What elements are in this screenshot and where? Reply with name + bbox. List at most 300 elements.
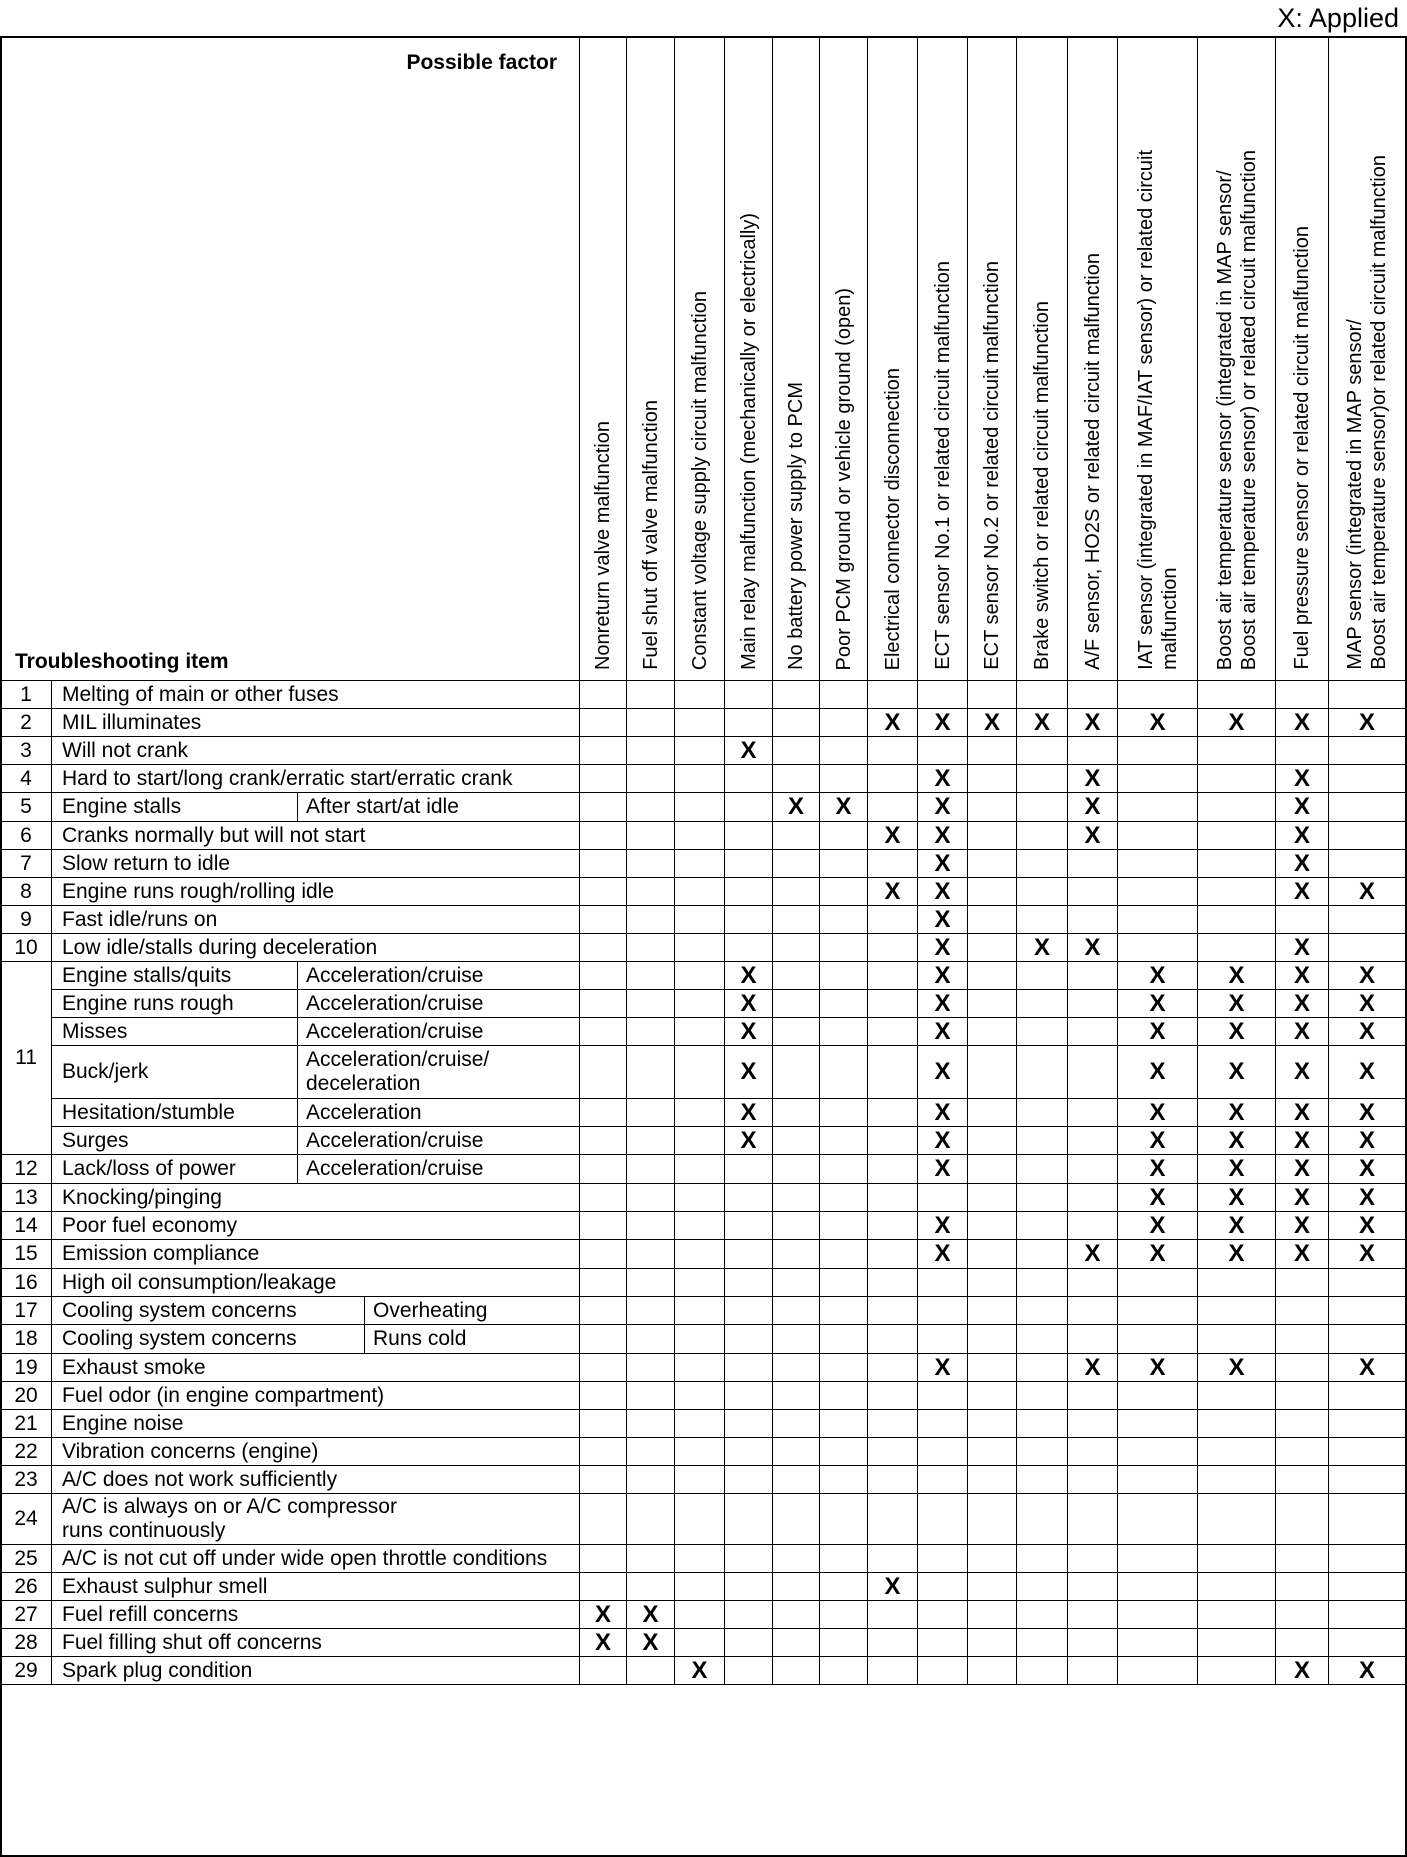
troubleshooting-item: Exhaust smoke bbox=[52, 1354, 580, 1382]
empty-cell bbox=[580, 1438, 627, 1466]
empty-cell bbox=[918, 1410, 968, 1438]
empty-cell bbox=[1017, 1297, 1068, 1325]
empty-cell bbox=[968, 1099, 1017, 1127]
applied-mark: X bbox=[1118, 962, 1198, 990]
empty-cell bbox=[820, 1155, 868, 1184]
applied-mark: X bbox=[868, 709, 918, 737]
applied-mark: X bbox=[918, 1240, 968, 1269]
empty-cell bbox=[725, 1354, 773, 1382]
table-row bbox=[1, 1657, 1406, 1685]
applied-mark: X bbox=[1276, 1657, 1329, 1685]
troubleshooting-item: A/C is not cut off under wide open throttle conditions bbox=[52, 1545, 580, 1573]
empty-cell bbox=[725, 878, 773, 906]
applied-mark: X bbox=[1329, 1155, 1406, 1184]
empty-cell bbox=[627, 1297, 675, 1325]
empty-cell bbox=[1329, 1573, 1406, 1601]
empty-cell bbox=[868, 1127, 918, 1155]
empty-cell bbox=[968, 1269, 1017, 1297]
item-condition: Acceleration bbox=[298, 1099, 580, 1127]
empty-cell bbox=[1017, 1127, 1068, 1155]
empty-cell bbox=[1276, 1629, 1329, 1657]
empty-cell bbox=[1198, 906, 1276, 934]
table-row bbox=[1, 737, 1406, 765]
empty-cell bbox=[627, 1269, 675, 1297]
factor-column-header bbox=[1329, 37, 1406, 681]
factor-column-label: A/F sensor, HO2S or related circuit malfunction bbox=[1081, 253, 1104, 670]
empty-cell bbox=[1017, 1155, 1068, 1184]
empty-cell bbox=[1329, 1466, 1406, 1494]
empty-cell bbox=[820, 1184, 868, 1212]
empty-cell bbox=[918, 1382, 968, 1410]
empty-cell bbox=[1068, 1269, 1118, 1297]
empty-cell bbox=[773, 1466, 820, 1494]
header-corner bbox=[1, 37, 580, 681]
row-number: 16 bbox=[1, 1269, 52, 1297]
row-number: 15 bbox=[1, 1240, 52, 1269]
empty-cell bbox=[580, 1354, 627, 1382]
empty-cell bbox=[1017, 1494, 1068, 1545]
item-condition: Acceleration/cruise bbox=[298, 1127, 580, 1155]
troubleshooting-item: High oil consumption/leakage bbox=[52, 1269, 580, 1297]
empty-cell bbox=[968, 737, 1017, 765]
applied-mark: X bbox=[1198, 1184, 1276, 1212]
row-number: 7 bbox=[1, 850, 52, 878]
empty-cell bbox=[773, 1325, 820, 1354]
empty-cell bbox=[773, 1127, 820, 1155]
empty-cell bbox=[773, 737, 820, 765]
empty-cell bbox=[675, 1629, 725, 1657]
applied-mark: X bbox=[1068, 793, 1118, 822]
empty-cell bbox=[725, 1629, 773, 1657]
empty-cell bbox=[1068, 1155, 1118, 1184]
troubleshooting-item: Will not crank bbox=[52, 737, 580, 765]
empty-cell bbox=[725, 681, 773, 709]
empty-cell bbox=[1329, 681, 1406, 709]
empty-cell bbox=[1198, 1297, 1276, 1325]
empty-cell bbox=[1118, 1269, 1198, 1297]
row-number: 26 bbox=[1, 1573, 52, 1601]
troubleshooting-item-label: Troubleshooting item bbox=[15, 650, 229, 673]
empty-cell bbox=[968, 1494, 1017, 1545]
empty-cell bbox=[820, 1297, 868, 1325]
table-row bbox=[1, 1099, 1406, 1127]
empty-cell bbox=[773, 1629, 820, 1657]
empty-cell bbox=[820, 934, 868, 962]
empty-cell bbox=[627, 1184, 675, 1212]
empty-cell bbox=[1276, 1545, 1329, 1573]
empty-cell bbox=[868, 990, 918, 1018]
empty-cell bbox=[820, 1046, 868, 1099]
empty-cell bbox=[968, 1184, 1017, 1212]
empty-cell bbox=[773, 765, 820, 793]
applied-mark: X bbox=[918, 765, 968, 793]
empty-cell bbox=[1329, 850, 1406, 878]
empty-cell bbox=[773, 709, 820, 737]
applied-mark: X bbox=[1276, 990, 1329, 1018]
applied-mark: X bbox=[725, 1046, 773, 1099]
empty-cell bbox=[675, 1099, 725, 1127]
empty-cell bbox=[1118, 1657, 1198, 1685]
applied-mark: X bbox=[1118, 1155, 1198, 1184]
applied-mark: X bbox=[1017, 934, 1068, 962]
empty-cell bbox=[868, 681, 918, 709]
empty-cell bbox=[820, 906, 868, 934]
empty-cell bbox=[773, 822, 820, 850]
empty-cell bbox=[725, 1410, 773, 1438]
empty-cell bbox=[1017, 1629, 1068, 1657]
factor-column-label: No battery power supply to PCM bbox=[785, 382, 807, 670]
row-number: 2 bbox=[1, 709, 52, 737]
empty-cell bbox=[627, 1438, 675, 1466]
empty-cell bbox=[1118, 1545, 1198, 1573]
empty-cell bbox=[1068, 1297, 1118, 1325]
empty-cell bbox=[820, 1212, 868, 1240]
factor-column-label: MAP sensor (integrated in MAP sensor/ Boost air temperature sensor)or related circuit malfunction bbox=[1344, 155, 1390, 670]
applied-mark: X bbox=[1198, 1155, 1276, 1184]
table-row bbox=[1, 906, 1406, 934]
applied-mark: X bbox=[1198, 1240, 1276, 1269]
troubleshooting-item: Vibration concerns (engine) bbox=[52, 1438, 580, 1466]
empty-cell bbox=[1118, 1573, 1198, 1601]
empty-cell bbox=[1276, 1325, 1329, 1354]
applied-mark: X bbox=[1198, 1099, 1276, 1127]
empty-cell bbox=[580, 1410, 627, 1438]
empty-cell bbox=[1198, 1438, 1276, 1466]
empty-cell bbox=[1198, 765, 1276, 793]
legend: X: Applied bbox=[1277, 3, 1399, 33]
empty-cell bbox=[1276, 1410, 1329, 1438]
empty-cell bbox=[1068, 1410, 1118, 1438]
empty-cell bbox=[1118, 906, 1198, 934]
empty-cell bbox=[580, 1382, 627, 1410]
empty-cell bbox=[725, 1494, 773, 1545]
empty-cell bbox=[820, 962, 868, 990]
troubleshooting-item: Engine noise bbox=[52, 1410, 580, 1438]
empty-cell bbox=[820, 1466, 868, 1494]
table-row bbox=[1, 1573, 1406, 1601]
empty-cell bbox=[968, 1545, 1017, 1573]
empty-cell bbox=[1118, 878, 1198, 906]
empty-cell bbox=[773, 1354, 820, 1382]
applied-mark: X bbox=[725, 1127, 773, 1155]
empty-cell bbox=[820, 822, 868, 850]
applied-mark: X bbox=[1198, 962, 1276, 990]
empty-cell bbox=[968, 1573, 1017, 1601]
empty-cell bbox=[918, 1297, 968, 1325]
troubleshooting-item: Spark plug condition bbox=[52, 1657, 580, 1685]
factor-column-header bbox=[1118, 37, 1198, 681]
troubleshooting-item: Hard to start/long crank/erratic start/erratic crank bbox=[52, 765, 580, 793]
empty-cell bbox=[725, 1269, 773, 1297]
troubleshooting-item: A/C does not work sufficiently bbox=[52, 1466, 580, 1494]
table-row bbox=[1, 765, 1406, 793]
troubleshooting-item: Fuel odor (in engine compartment) bbox=[52, 1382, 580, 1410]
empty-cell bbox=[627, 1325, 675, 1354]
empty-cell bbox=[868, 1212, 918, 1240]
empty-cell bbox=[820, 765, 868, 793]
applied-mark: X bbox=[1118, 1212, 1198, 1240]
empty-cell bbox=[968, 878, 1017, 906]
empty-cell bbox=[1068, 1438, 1118, 1466]
empty-cell bbox=[1118, 765, 1198, 793]
empty-cell bbox=[968, 1438, 1017, 1466]
empty-cell bbox=[580, 1018, 627, 1046]
empty-cell bbox=[627, 1018, 675, 1046]
empty-cell bbox=[1118, 793, 1198, 822]
troubleshooting-item: Hesitation/stumble bbox=[52, 1099, 298, 1127]
row-number: 19 bbox=[1, 1354, 52, 1382]
empty-cell bbox=[773, 1382, 820, 1410]
empty-cell bbox=[1017, 765, 1068, 793]
empty-cell bbox=[868, 1099, 918, 1127]
empty-cell bbox=[580, 1127, 627, 1155]
empty-cell bbox=[918, 1494, 968, 1545]
row-number: 10 bbox=[1, 934, 52, 962]
applied-mark: X bbox=[1276, 822, 1329, 850]
applied-mark: X bbox=[918, 850, 968, 878]
empty-cell bbox=[773, 1212, 820, 1240]
empty-cell bbox=[675, 1297, 725, 1325]
empty-cell bbox=[580, 906, 627, 934]
factor-column-header bbox=[968, 37, 1017, 681]
empty-cell bbox=[1118, 934, 1198, 962]
factor-column-label: Fuel shut off valve malfunction bbox=[639, 400, 662, 670]
empty-cell bbox=[773, 1155, 820, 1184]
troubleshooting-item: Cranks normally but will not start bbox=[52, 822, 580, 850]
empty-cell bbox=[1118, 737, 1198, 765]
empty-cell bbox=[968, 1354, 1017, 1382]
applied-mark: X bbox=[580, 1629, 627, 1657]
empty-cell bbox=[725, 1382, 773, 1410]
empty-cell bbox=[580, 709, 627, 737]
empty-cell bbox=[580, 1325, 627, 1354]
empty-cell bbox=[627, 1155, 675, 1184]
applied-mark: X bbox=[1276, 1127, 1329, 1155]
empty-cell bbox=[918, 737, 968, 765]
applied-mark: X bbox=[918, 1127, 968, 1155]
empty-cell bbox=[1118, 1494, 1198, 1545]
row-number: 23 bbox=[1, 1466, 52, 1494]
empty-cell bbox=[820, 1018, 868, 1046]
empty-cell bbox=[868, 737, 918, 765]
empty-cell bbox=[1329, 1629, 1406, 1657]
table-row bbox=[1, 681, 1406, 709]
applied-mark: X bbox=[1118, 990, 1198, 1018]
applied-mark: X bbox=[1118, 1046, 1198, 1099]
empty-cell bbox=[725, 1657, 773, 1685]
empty-cell bbox=[968, 906, 1017, 934]
applied-mark: X bbox=[868, 878, 918, 906]
empty-cell bbox=[1017, 1601, 1068, 1629]
empty-cell bbox=[580, 1240, 627, 1269]
empty-cell bbox=[1068, 1127, 1118, 1155]
empty-cell bbox=[868, 1545, 918, 1573]
empty-cell bbox=[1198, 1466, 1276, 1494]
empty-cell bbox=[968, 1466, 1017, 1494]
empty-cell bbox=[675, 1046, 725, 1099]
empty-cell bbox=[1068, 962, 1118, 990]
empty-cell bbox=[1276, 1382, 1329, 1410]
factor-column-label: Constant voltage supply circuit malfunction bbox=[688, 290, 711, 670]
applied-mark: X bbox=[773, 793, 820, 822]
empty-cell bbox=[1329, 1601, 1406, 1629]
empty-cell bbox=[627, 822, 675, 850]
applied-mark: X bbox=[725, 962, 773, 990]
factor-column-label: Main relay malfunction (mechanically or electrically) bbox=[737, 213, 760, 670]
applied-mark: X bbox=[918, 709, 968, 737]
empty-cell bbox=[820, 681, 868, 709]
empty-cell bbox=[675, 793, 725, 822]
troubleshooting-item: Low idle/stalls during deceleration bbox=[52, 934, 580, 962]
applied-mark: X bbox=[918, 822, 968, 850]
empty-cell bbox=[773, 1046, 820, 1099]
applied-mark: X bbox=[1017, 709, 1068, 737]
empty-cell bbox=[1329, 1438, 1406, 1466]
empty-cell bbox=[1329, 934, 1406, 962]
applied-mark: X bbox=[1329, 1240, 1406, 1269]
applied-mark: X bbox=[580, 1601, 627, 1629]
empty-cell bbox=[627, 1410, 675, 1438]
applied-mark: X bbox=[1118, 1354, 1198, 1382]
applied-mark: X bbox=[725, 1018, 773, 1046]
empty-cell bbox=[675, 1601, 725, 1629]
empty-cell bbox=[820, 737, 868, 765]
empty-cell bbox=[725, 1438, 773, 1466]
row-number: 4 bbox=[1, 765, 52, 793]
applied-mark: X bbox=[1198, 990, 1276, 1018]
empty-cell bbox=[580, 793, 627, 822]
empty-cell bbox=[868, 1184, 918, 1212]
empty-cell bbox=[773, 850, 820, 878]
empty-cell bbox=[773, 990, 820, 1018]
troubleshooting-item: Cooling system concerns bbox=[52, 1297, 365, 1325]
empty-cell bbox=[725, 709, 773, 737]
empty-cell bbox=[868, 1297, 918, 1325]
empty-cell bbox=[820, 1269, 868, 1297]
empty-cell bbox=[1017, 1410, 1068, 1438]
empty-cell bbox=[580, 934, 627, 962]
empty-cell bbox=[1198, 1573, 1276, 1601]
troubleshooting-item: Surges bbox=[52, 1127, 298, 1155]
empty-cell bbox=[627, 709, 675, 737]
empty-cell bbox=[1118, 850, 1198, 878]
empty-cell bbox=[580, 1269, 627, 1297]
applied-mark: X bbox=[725, 1099, 773, 1127]
empty-cell bbox=[725, 1155, 773, 1184]
applied-mark: X bbox=[918, 934, 968, 962]
empty-cell bbox=[1017, 1438, 1068, 1466]
empty-cell bbox=[1118, 1438, 1198, 1466]
empty-cell bbox=[1329, 906, 1406, 934]
empty-cell bbox=[580, 681, 627, 709]
applied-mark: X bbox=[725, 737, 773, 765]
empty-cell bbox=[725, 934, 773, 962]
empty-cell bbox=[968, 681, 1017, 709]
empty-cell bbox=[968, 1127, 1017, 1155]
empty-cell bbox=[580, 1155, 627, 1184]
empty-cell bbox=[868, 1046, 918, 1099]
empty-cell bbox=[868, 906, 918, 934]
empty-cell bbox=[1068, 1184, 1118, 1212]
empty-cell bbox=[918, 1325, 968, 1354]
empty-cell bbox=[773, 1657, 820, 1685]
empty-cell bbox=[773, 1184, 820, 1212]
applied-mark: X bbox=[1329, 1018, 1406, 1046]
empty-cell bbox=[580, 765, 627, 793]
empty-cell bbox=[725, 793, 773, 822]
empty-cell bbox=[675, 1545, 725, 1573]
empty-cell bbox=[1276, 737, 1329, 765]
empty-cell bbox=[627, 1046, 675, 1099]
applied-mark: X bbox=[918, 1155, 968, 1184]
empty-cell bbox=[1017, 1018, 1068, 1046]
factor-column-label: Electrical connector disconnection bbox=[881, 367, 904, 670]
empty-cell bbox=[820, 878, 868, 906]
empty-cell bbox=[773, 962, 820, 990]
empty-cell bbox=[820, 1629, 868, 1657]
applied-mark: X bbox=[1329, 962, 1406, 990]
empty-cell bbox=[675, 1354, 725, 1382]
table-row bbox=[1, 1545, 1406, 1573]
empty-cell bbox=[675, 1325, 725, 1354]
empty-cell bbox=[1017, 1240, 1068, 1269]
empty-cell bbox=[675, 1184, 725, 1212]
empty-cell bbox=[675, 1573, 725, 1601]
empty-cell bbox=[725, 1466, 773, 1494]
empty-cell bbox=[1329, 822, 1406, 850]
factor-column-header bbox=[1068, 37, 1118, 681]
empty-cell bbox=[1068, 990, 1118, 1018]
empty-cell bbox=[1017, 1184, 1068, 1212]
empty-cell bbox=[580, 850, 627, 878]
empty-cell bbox=[1118, 1325, 1198, 1354]
empty-cell bbox=[725, 906, 773, 934]
applied-mark: X bbox=[1068, 822, 1118, 850]
applied-mark: X bbox=[1276, 1212, 1329, 1240]
factor-column-label: IAT sensor (integrated in MAF/IAT sensor) or related circuit malfunction bbox=[1134, 150, 1181, 670]
empty-cell bbox=[820, 1573, 868, 1601]
empty-cell bbox=[1276, 1438, 1329, 1466]
empty-cell bbox=[725, 822, 773, 850]
empty-cell bbox=[675, 1018, 725, 1046]
applied-mark: X bbox=[1276, 1046, 1329, 1099]
empty-cell bbox=[1118, 1297, 1198, 1325]
applied-mark: X bbox=[1276, 765, 1329, 793]
empty-cell bbox=[1017, 1269, 1068, 1297]
empty-cell bbox=[773, 1099, 820, 1127]
empty-cell bbox=[868, 1155, 918, 1184]
troubleshooting-item: Fuel filling shut off concerns bbox=[52, 1629, 580, 1657]
empty-cell bbox=[1276, 906, 1329, 934]
empty-cell bbox=[968, 1155, 1017, 1184]
factor-column-header bbox=[773, 37, 820, 681]
empty-cell bbox=[1017, 793, 1068, 822]
table-row bbox=[1, 1297, 1406, 1325]
empty-cell bbox=[675, 1438, 725, 1466]
empty-cell bbox=[627, 737, 675, 765]
table-row bbox=[1, 1046, 1406, 1099]
empty-cell bbox=[1198, 1382, 1276, 1410]
table-row bbox=[1, 793, 1406, 822]
empty-cell bbox=[1198, 878, 1276, 906]
applied-mark: X bbox=[675, 1657, 725, 1685]
applied-mark: X bbox=[1118, 1184, 1198, 1212]
empty-cell bbox=[773, 1240, 820, 1269]
empty-cell bbox=[725, 1212, 773, 1240]
empty-cell bbox=[1276, 1573, 1329, 1601]
empty-cell bbox=[1198, 681, 1276, 709]
empty-cell bbox=[627, 1545, 675, 1573]
